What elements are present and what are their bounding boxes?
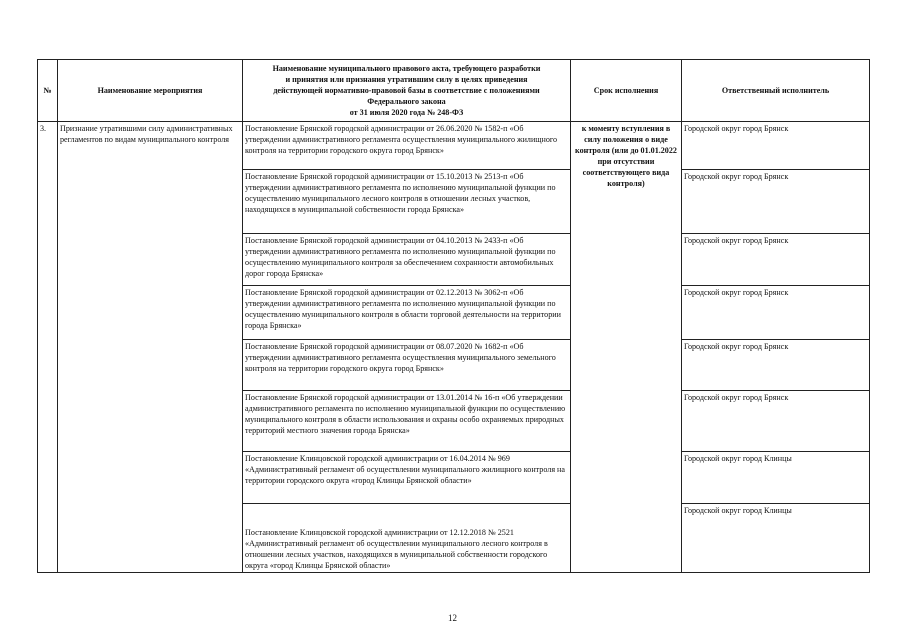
header-act-line: от 31 июля 2020 года № 248-ФЗ xyxy=(349,108,464,117)
legal-act-cell: Постановление Брянской городской администрации от 26.06.2020 № 1582-п «Об утверждении административного регламента осуществления муниципального жилищного контроля на территории городского округа город Брянск» xyxy=(243,122,571,170)
responsible-cell: Городской округ город Клинцы xyxy=(682,452,870,504)
legal-act-cell: Постановление Брянской городской администрации от 08.07.2020 № 1682-п «Об утверждении административного регламента осуществления муниципального земельного контроля на территории городского округа город Брянск» xyxy=(243,340,571,391)
table-row xyxy=(38,122,870,170)
header-act-line: Наименование муниципального правового акта, требующего разработки xyxy=(272,64,541,73)
header-act-line: и принятия или признания утратившим силу в целях приведения xyxy=(285,75,528,84)
legal-act-cell: Постановление Брянской городской администрации от 02.12.2013 № 3062-п «Об утверждении административного регламента по исполнению муниципальной функции по осуществлению муниципального контроля в области торговой деятельности на территории города Брянска» xyxy=(243,286,571,340)
responsible-cell: Городской округ город Брянск xyxy=(682,234,870,286)
measures-table xyxy=(37,59,870,573)
responsible-cell: Городской округ город Брянск xyxy=(682,286,870,340)
legal-act-cell: Постановление Брянской городской администрации от 04.10.2013 № 2433-п «Об утверждении административного регламента по исполнению муниципальной функции по осуществлению муниципального контроля за обеспечением сохранности автомобильных дорог города Брянска» xyxy=(243,234,571,286)
table-header-row xyxy=(38,60,870,122)
measure-cell: Признание утратившими силу административных регламентов по видам муниципального контроля xyxy=(58,122,243,573)
header-measure: Наименование мероприятия xyxy=(58,60,243,122)
responsible-cell: Городской округ город Брянск xyxy=(682,122,870,170)
legal-act-cell: Постановление Брянской городской администрации от 13.01.2014 № 16-п «Об утверждении административного регламента по исполнению муниципальной функции по осуществлению муниципального контроля в области использования и охраны особо охраняемых природных территорий местного значения города Брянска» xyxy=(243,391,571,452)
term-cell: к моменту вступления в силу положения о виде контроля (или до 01.01.2022 при отсутствии соответствующего вида контроля) xyxy=(571,122,682,573)
header-legal-act xyxy=(243,60,571,122)
header-responsible: Ответственный исполнитель xyxy=(682,60,870,122)
legal-act-cell: Постановление Клинцовской городской администрации от 12.12.2018 № 2521 «Административный регламент об осуществлении муниципального лесного контроля в отношении лесных участков, находящихся в муниципальной собственности городского округа «город Клинцы Брянской области» xyxy=(243,504,571,573)
responsible-cell: Городской округ город Брянск xyxy=(682,391,870,452)
responsible-cell: Городской округ город Брянск xyxy=(682,340,870,391)
legal-act-cell: Постановление Брянской городской администрации от 15.10.2013 № 2513-п «Об утверждении административного регламента по исполнению муниципальной функции по осуществлению муниципального лесного контроля в отношении лесных участков, находящихся в муниципальной собственности города Брянска» xyxy=(243,170,571,234)
page-number: 12 xyxy=(448,613,457,623)
row-number: 3. xyxy=(38,122,58,573)
header-act-line: действующей нормативно-правовой базы в соответствие с положениями xyxy=(273,86,540,95)
responsible-cell: Городской округ город Клинцы xyxy=(682,504,870,573)
header-number: № xyxy=(38,60,58,122)
header-term: Срок исполнения xyxy=(571,60,682,122)
legal-act-cell: Постановление Клинцовской городской администрации от 16.04.2014 № 969 «Административный регламент об осуществлении муниципального жилищного контроля на территории городского округа «город Клинцы Брянской области» xyxy=(243,452,571,504)
header-act-line: Федерального закона xyxy=(367,97,446,106)
responsible-cell: Городской округ город Брянск xyxy=(682,170,870,234)
